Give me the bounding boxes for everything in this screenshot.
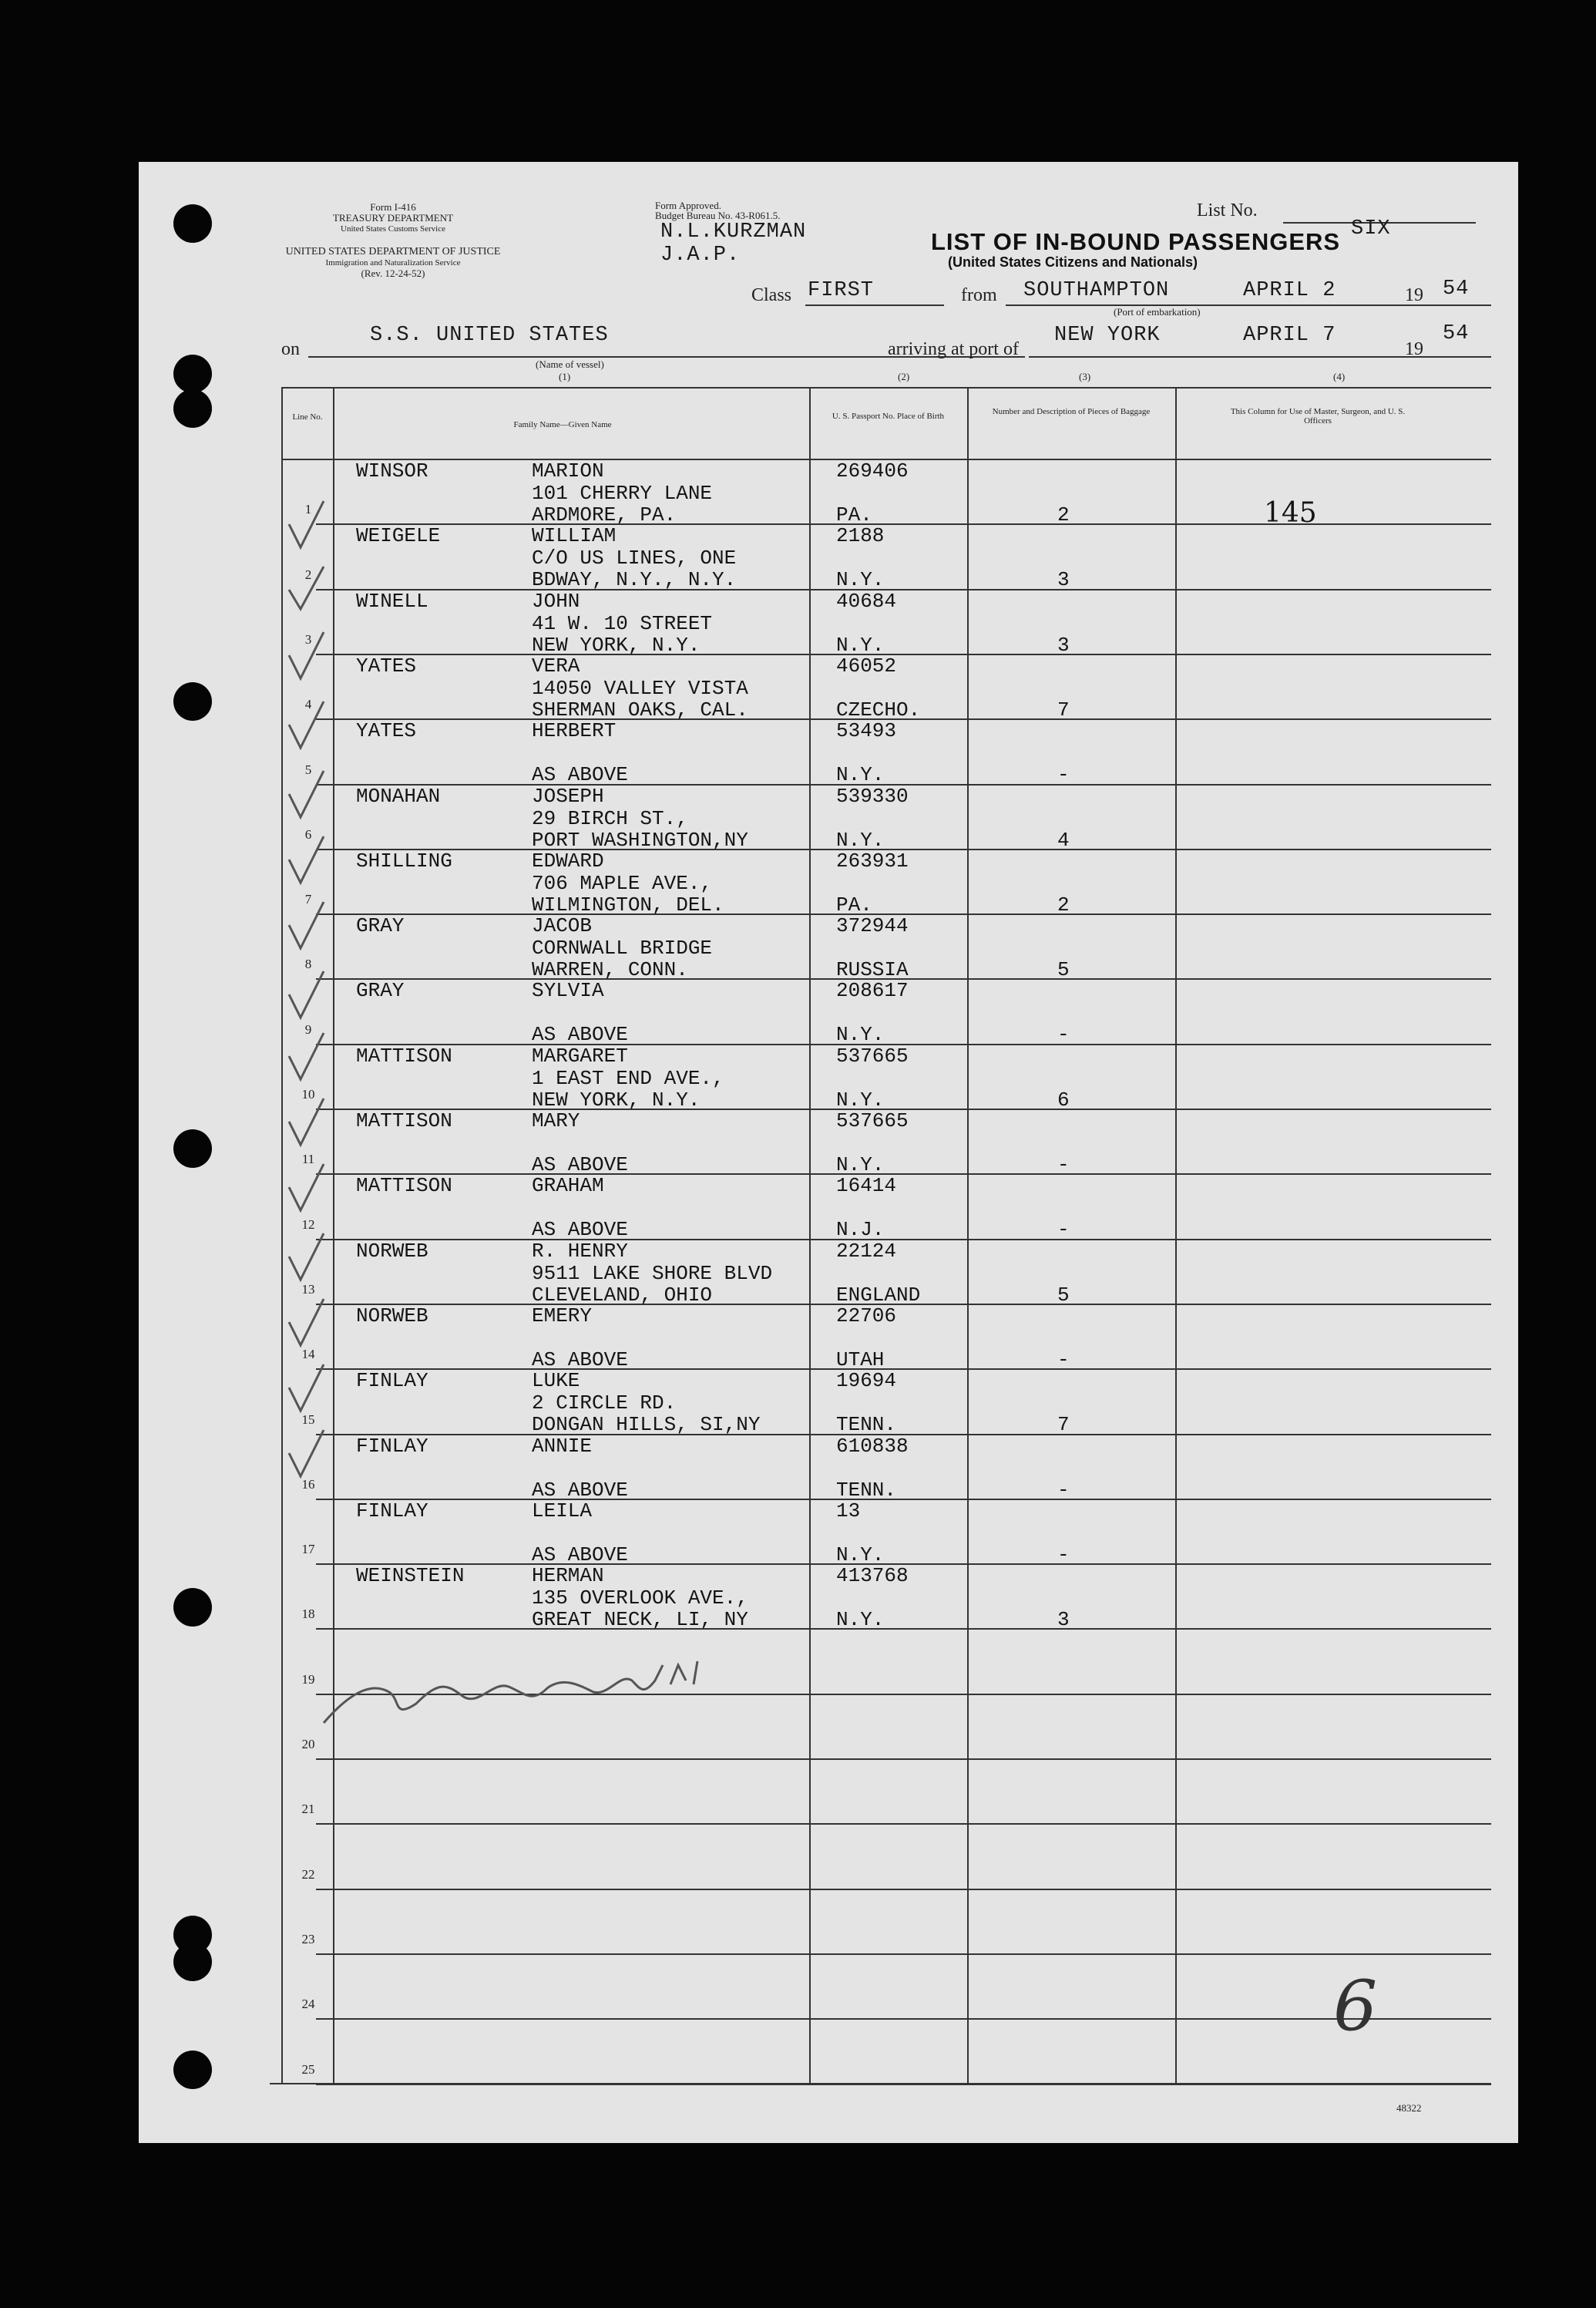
cell-passport: 372944 — [836, 914, 909, 938]
line-number: 8 — [304, 957, 312, 972]
justice-dept: UNITED STATES DEPARTMENT OF JUSTICE — [285, 246, 501, 257]
row-divider — [316, 2084, 1491, 2085]
cell-addr1: 14050 VALLEY VISTA — [532, 676, 748, 700]
ins-service: Immigration and Naturalization Service — [325, 258, 461, 267]
cell-addr2: GREAT NECK, LI, NY — [532, 1608, 748, 1632]
cell-addr2: NEW YORK, N.Y. — [532, 633, 701, 657]
binder-hole — [173, 355, 212, 393]
binder-hole — [173, 1129, 212, 1168]
header-name: Family Name—Given Name — [513, 420, 612, 429]
cell-given: GRAHAM — [532, 1174, 604, 1198]
cell-addr2: DONGAN HILLS, SI,NY — [532, 1413, 761, 1437]
from-label: from — [961, 285, 997, 305]
row-divider — [316, 2018, 1491, 2020]
cell-addr2: SHERMAN OAKS, CAL. — [532, 698, 748, 722]
line-number: 24 — [301, 1997, 315, 2012]
cell-given: JACOB — [532, 914, 593, 938]
cell-addr2: BDWAY, N.Y., N.Y. — [532, 568, 737, 592]
cell-given: LEILA — [532, 1499, 593, 1522]
cell-bags: 4 — [1057, 828, 1070, 852]
cell-bags: - — [1057, 1543, 1070, 1566]
cell-bags: 3 — [1057, 1608, 1070, 1632]
cell-family: WEINSTEIN — [356, 1564, 465, 1588]
line-number: 1 — [304, 502, 312, 517]
year-prefix-2: 19 — [1405, 339, 1423, 359]
binder-hole — [173, 204, 212, 243]
line-number: 5 — [304, 762, 312, 777]
cell-family: WINSOR — [356, 459, 428, 483]
cell-addr2: AS ABOVE — [532, 1478, 628, 1502]
vessel-name: S.S. UNITED STATES — [370, 324, 609, 347]
cell-addr2: AS ABOVE — [532, 1347, 628, 1371]
year-prefix: 19 — [1405, 285, 1423, 305]
cell-passport: 2188 — [836, 524, 885, 548]
cell-family: WEIGELE — [356, 524, 441, 548]
line-number: 11 — [301, 1152, 315, 1167]
line-number: 13 — [301, 1281, 315, 1297]
arriving-label: arriving at port of — [888, 339, 1019, 359]
cell-bags: 2 — [1057, 503, 1070, 527]
binder-hole — [173, 1943, 212, 1981]
cell-bags: 5 — [1057, 958, 1070, 982]
arrival-date: APRIL 7 — [1243, 324, 1336, 347]
header-line-no: Line No. — [292, 412, 323, 422]
cell-given: EDWARD — [532, 849, 604, 873]
cell-passport: 537665 — [836, 1109, 909, 1132]
cell-family: FINLAY — [356, 1434, 428, 1458]
line-number: 15 — [301, 1411, 315, 1427]
line-number: 6 — [304, 826, 312, 842]
cell-addr1: 41 W. 10 STREET — [532, 611, 713, 635]
line-number: 12 — [301, 1216, 315, 1232]
arrival-port: NEW YORK — [1054, 324, 1161, 347]
cell-passport: 13 — [836, 1499, 861, 1522]
row-divider — [316, 1368, 1491, 1370]
header-passport: U. S. Passport No. Place of Birth — [832, 412, 945, 421]
cell-bags: - — [1057, 1218, 1070, 1242]
cell-passport: 539330 — [836, 784, 909, 808]
on-label: on — [281, 339, 300, 359]
row-divider — [316, 1823, 1491, 1825]
line-number: 14 — [301, 1347, 315, 1362]
cell-addr2: AS ABOVE — [532, 1218, 628, 1242]
cell-officer: 145 — [1264, 497, 1317, 529]
cell-birth: N.Y. — [836, 1543, 885, 1566]
clerk-initials: J.A.P. — [660, 244, 741, 267]
col-num-1: (1) — [559, 371, 571, 382]
cell-addr2: WILMINGTON, DEL. — [532, 893, 724, 917]
cell-family: GRAY — [356, 914, 405, 938]
cell-bags: - — [1057, 1023, 1070, 1047]
cell-given: SYLVIA — [532, 979, 604, 1003]
cell-family: MATTISON — [356, 1109, 452, 1132]
cell-family: GRAY — [356, 979, 405, 1003]
line-number: 4 — [304, 697, 312, 712]
form-subtitle: (United States Citizens and Nationals) — [948, 254, 1198, 270]
cell-birth: N.Y. — [836, 1608, 885, 1632]
cell-bags: 7 — [1057, 698, 1070, 722]
row-divider — [316, 1953, 1491, 1955]
clerk-name: N.L.KURZMAN — [660, 220, 807, 244]
line-number: 23 — [301, 1931, 315, 1946]
cell-addr2: AS ABOVE — [532, 763, 628, 787]
cell-bags: - — [1057, 763, 1070, 787]
cell-family: FINLAY — [356, 1499, 428, 1522]
cell-passport: 19694 — [836, 1369, 897, 1393]
cell-passport: 413768 — [836, 1564, 909, 1588]
row-divider — [316, 1239, 1491, 1240]
cell-given: HERBERT — [532, 719, 617, 743]
check-marks — [281, 493, 335, 1650]
arrival-year: 54 — [1443, 322, 1470, 345]
cell-birth: N.Y. — [836, 1088, 885, 1112]
line-number: 16 — [301, 1476, 315, 1492]
line-number: 19 — [301, 1671, 315, 1687]
corner-number: 6 — [1333, 1966, 1378, 2047]
cell-passport: 40684 — [836, 589, 897, 613]
cell-passport: 610838 — [836, 1434, 909, 1458]
cell-birth: N.Y. — [836, 828, 885, 852]
cell-bags: 6 — [1057, 1088, 1070, 1112]
passenger-manifest-page — [139, 162, 1518, 2143]
line-number: 9 — [304, 1021, 312, 1037]
cell-passport: 46052 — [836, 654, 897, 678]
cell-bags: 3 — [1057, 633, 1070, 657]
line-number: 10 — [301, 1087, 315, 1102]
row-divider — [316, 1889, 1491, 1890]
list-number: SIX — [1351, 217, 1391, 241]
cell-addr1: 2 CIRCLE RD. — [532, 1391, 677, 1415]
cell-given: JOSEPH — [532, 784, 604, 808]
row-divider — [316, 1499, 1491, 1500]
cell-birth: TENN. — [836, 1413, 897, 1437]
departure-date: APRIL 2 — [1243, 279, 1336, 302]
cell-given: MARGARET — [532, 1044, 628, 1068]
header-baggage: Number and Description of Pieces of Baggage — [992, 407, 1151, 416]
cell-family: YATES — [356, 654, 417, 678]
cell-addr1: 1 EAST END AVE., — [532, 1066, 724, 1090]
cell-birth: N.Y. — [836, 1023, 885, 1047]
cell-given: JOHN — [532, 589, 580, 613]
form-approved: Form Approved. — [655, 200, 721, 211]
cell-birth: N.Y. — [836, 763, 885, 787]
cell-addr1: CORNWALL BRIDGE — [532, 937, 713, 961]
cell-bags: - — [1057, 1153, 1070, 1176]
cell-bags: 3 — [1057, 568, 1070, 592]
cell-bags: 2 — [1057, 893, 1070, 917]
vessel-caption: (Name of vessel) — [536, 358, 604, 370]
cell-given: LUKE — [532, 1369, 580, 1393]
binder-hole — [173, 2051, 212, 2089]
departure-year: 54 — [1443, 278, 1470, 301]
cell-addr2: ARDMORE, PA. — [532, 503, 677, 527]
cell-birth: N.Y. — [836, 568, 885, 592]
cell-passport: 263931 — [836, 849, 909, 873]
cell-family: NORWEB — [356, 1304, 428, 1327]
cell-passport: 53493 — [836, 719, 897, 743]
cell-given: VERA — [532, 654, 580, 678]
cell-birth: UTAH — [836, 1347, 885, 1371]
form-code: 48322 — [1396, 2102, 1422, 2114]
cell-family: SHILLING — [356, 849, 452, 873]
cell-birth: N.J. — [836, 1218, 885, 1242]
treasury-dept: TREASURY DEPARTMENT — [332, 212, 454, 224]
row-divider — [316, 654, 1491, 655]
form-title: LIST OF IN-BOUND PASSENGERS — [931, 228, 1341, 255]
line-number: 3 — [304, 631, 312, 647]
header-officers: This Column for Use of Master, Surgeon, and U. S. Officers — [1230, 407, 1406, 426]
class-value: FIRST — [808, 279, 875, 302]
cell-addr2: AS ABOVE — [532, 1153, 628, 1176]
cell-bags: - — [1057, 1478, 1070, 1502]
line-number: 20 — [301, 1737, 315, 1751]
signature-scrawl — [316, 1650, 717, 1742]
cell-given: R. HENRY — [532, 1239, 628, 1263]
row-divider — [316, 1173, 1491, 1175]
cell-passport: 208617 — [836, 979, 909, 1003]
line-number: 25 — [301, 2061, 315, 2077]
list-no-label: List No. — [1197, 200, 1258, 220]
cell-birth: PA. — [836, 893, 872, 917]
row-divider — [316, 589, 1491, 590]
port-embarkation-caption: (Port of embarkation) — [1114, 306, 1201, 318]
cell-family: MATTISON — [356, 1044, 452, 1068]
cell-addr2: AS ABOVE — [532, 1023, 628, 1047]
cell-birth: RUSSIA — [836, 958, 909, 982]
col-num-3: (3) — [1079, 371, 1091, 382]
cell-family: YATES — [356, 719, 417, 743]
cell-given: EMERY — [532, 1304, 593, 1327]
cell-birth: N.Y. — [836, 633, 885, 657]
cell-passport: 22706 — [836, 1304, 897, 1327]
cell-birth: ENGLAND — [836, 1283, 921, 1307]
cell-family: MONAHAN — [356, 784, 441, 808]
cell-passport: 537665 — [836, 1044, 909, 1068]
line-number: 18 — [301, 1607, 315, 1622]
cell-birth: TENN. — [836, 1478, 897, 1502]
cell-family: FINLAY — [356, 1369, 428, 1393]
cell-bags: - — [1057, 1347, 1070, 1371]
cell-given: HERMAN — [532, 1564, 604, 1588]
line-number: 7 — [304, 892, 312, 907]
cell-birth: CZECHO. — [836, 698, 921, 722]
cell-family: MATTISON — [356, 1174, 452, 1198]
cell-addr2: WARREN, CONN. — [532, 958, 688, 982]
cell-addr2: CLEVELAND, OHIO — [532, 1283, 713, 1307]
cell-bags: 5 — [1057, 1283, 1070, 1307]
cell-birth: PA. — [836, 503, 872, 527]
class-label: Class — [751, 285, 792, 305]
cell-passport: 16414 — [836, 1174, 897, 1198]
cell-given: MARY — [532, 1109, 580, 1132]
form-number: Form I-416 — [370, 201, 416, 213]
cell-addr2: AS ABOVE — [532, 1543, 628, 1566]
cell-passport: 22124 — [836, 1239, 897, 1263]
cell-addr1: 135 OVERLOOK AVE., — [532, 1586, 748, 1610]
cell-family: NORWEB — [356, 1239, 428, 1263]
line-number: 21 — [301, 1802, 315, 1817]
cell-passport: 269406 — [836, 459, 909, 483]
cell-family: WINELL — [356, 589, 428, 613]
row-divider — [316, 1758, 1491, 1760]
cell-birth: N.Y. — [836, 1153, 885, 1176]
customs-service: United States Customs Service — [341, 224, 445, 234]
binder-hole — [173, 1588, 212, 1627]
line-number: 17 — [301, 1542, 315, 1557]
cell-addr1: 706 MAPLE AVE., — [532, 871, 713, 895]
cell-given: MARION — [532, 459, 604, 483]
cell-addr2: PORT WASHINGTON,NY — [532, 828, 748, 852]
cell-given: WILLIAM — [532, 524, 617, 548]
line-number: 22 — [301, 1866, 315, 1882]
col-num-2: (2) — [898, 371, 910, 382]
budget-bureau: Budget Bureau No. 43-R061.5. — [655, 210, 781, 221]
binder-hole — [173, 682, 212, 721]
line-number: 2 — [304, 567, 312, 582]
cell-bags: 7 — [1057, 1413, 1070, 1437]
row-divider — [316, 1628, 1491, 1630]
binder-hole — [173, 389, 212, 428]
revision: (Rev. 12-24-52) — [361, 267, 425, 279]
col-num-4: (4) — [1333, 371, 1346, 382]
cell-addr1: 29 BIRCH ST., — [532, 806, 688, 830]
port-of-embarkation: SOUTHAMPTON — [1023, 279, 1170, 302]
cell-addr2: NEW YORK, N.Y. — [532, 1088, 701, 1112]
cell-addr1: 9511 LAKE SHORE BLVD — [532, 1261, 773, 1285]
cell-addr1: 101 CHERRY LANE — [532, 482, 713, 505]
cell-given: ANNIE — [532, 1434, 593, 1458]
cell-addr1: C/O US LINES, ONE — [532, 547, 737, 570]
